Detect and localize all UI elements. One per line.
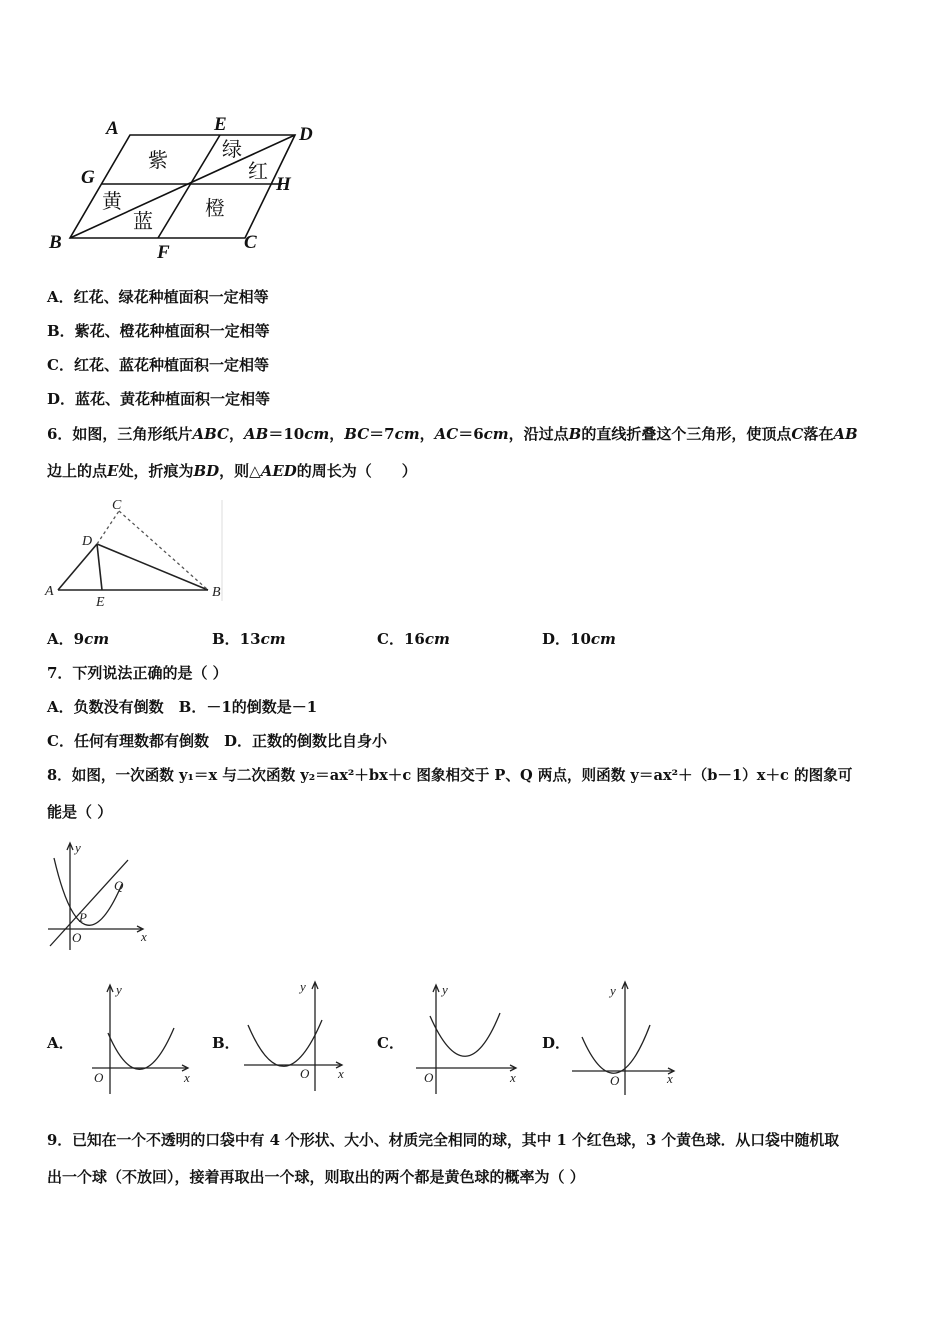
point-C: C: [244, 232, 257, 253]
region-blue: 蓝: [133, 209, 153, 233]
q8-stem-line1: 8．如图，一次函数 y₁＝x 与二次函数 y₂＝ax²＋bx＋c 图象相交于 P、Q 两点，则函数 y＝ax²＋（b－1）x＋c 的图象可: [47, 767, 853, 784]
graph-b-y: y: [300, 979, 306, 994]
tri-point-B: B: [212, 585, 221, 600]
point-A: A: [106, 118, 119, 139]
q8-fig-x-label: x: [141, 929, 147, 944]
q8-function-figure: [42, 838, 162, 953]
region-yellow: 黄: [102, 189, 122, 213]
q9-stem-line2: 出一个球（不放回），接着再取出一个球，则取出的两个都是黄色球的概率为（ ）: [47, 1168, 585, 1186]
graph-a-x: x: [184, 1070, 190, 1085]
point-H: H: [276, 174, 291, 195]
q8-fig-O-label: O: [72, 930, 82, 945]
q8-fig-P-label: P: [79, 910, 87, 925]
region-orange: 橙: [205, 196, 225, 220]
graph-d-O: O: [610, 1073, 620, 1088]
q8-option-b: B．: [212, 1034, 240, 1052]
q6-option-d: D．10cm: [542, 630, 616, 648]
q6-option-c: C．16cm: [377, 630, 450, 648]
q8-graph-d: [568, 975, 683, 1095]
tri-point-A: A: [45, 584, 54, 599]
graph-b-O: O: [300, 1066, 310, 1081]
q8-graph-b: [238, 975, 353, 1095]
q6-option-b: B．13cm: [212, 630, 286, 648]
tri-point-C: C: [112, 498, 122, 513]
q7-stem: 7．下列说法正确的是（ ）: [47, 664, 228, 682]
point-E: E: [214, 114, 227, 135]
q7-options-row2: C．任何有理数都有倒数 D．正数的倒数比自身小: [47, 732, 387, 750]
q8-graph-a: [88, 978, 198, 1098]
tri-point-E: E: [96, 595, 105, 610]
graph-b-x: x: [338, 1066, 344, 1081]
q8-fig-y-label: y: [75, 840, 81, 855]
point-D: D: [299, 124, 313, 145]
graph-c-O: O: [424, 1070, 434, 1085]
q8-fig-Q-label: Q: [114, 878, 124, 893]
triangle-figure: [40, 496, 230, 611]
q6-option-a: A．9cm: [47, 630, 110, 648]
graph-c-x: x: [510, 1070, 516, 1085]
q8-graph-c: [412, 978, 527, 1098]
q5-option-a: A．红花、绿花种植面积一定相等: [47, 288, 269, 306]
graph-a-O: O: [94, 1070, 104, 1085]
q6-stem-line1: 6．如图，三角形纸片ABC，AB＝10cm，BC＝7cm，AC＝6cm，沿过点B的直线折叠这个三角形，使顶点C落在AB: [47, 425, 858, 443]
q6-stem-line2: 边上的点E处，折痕为BD，则△AED的周长为（ ）: [47, 462, 417, 480]
region-green: 绿: [222, 137, 242, 161]
graph-a-y: y: [116, 982, 122, 997]
q9-stem-line1: 9．已知在一个不透明的口袋中有 4 个形状、大小、材质完全相同的球，其中 1 个红色球，3 个黄色球．从口袋中随机取: [47, 1132, 839, 1149]
point-B: B: [49, 232, 62, 253]
point-F: F: [157, 242, 170, 260]
graph-c-y: y: [442, 982, 448, 997]
region-purple: 紫: [148, 148, 168, 172]
q5-option-d: D．蓝花、黄花种植面积一定相等: [47, 390, 271, 408]
region-red: 红: [248, 159, 268, 183]
q8-option-c: C．: [377, 1034, 404, 1052]
q8-option-a: A．: [47, 1034, 74, 1052]
graph-d-y: y: [610, 983, 616, 998]
parallelogram-figure: [40, 110, 340, 260]
q5-option-b: B．紫花、橙花种植面积一定相等: [47, 322, 270, 340]
q8-stem-line2: 能是（ ）: [47, 803, 113, 821]
tri-point-D: D: [82, 534, 93, 549]
q5-option-c: C．红花、蓝花种植面积一定相等: [47, 356, 269, 374]
point-G: G: [81, 167, 95, 188]
q8-option-d: D．: [542, 1034, 571, 1052]
q7-options-row1: A．负数没有倒数 B．－1的倒数是－1: [47, 698, 318, 716]
graph-d-x: x: [667, 1071, 673, 1086]
